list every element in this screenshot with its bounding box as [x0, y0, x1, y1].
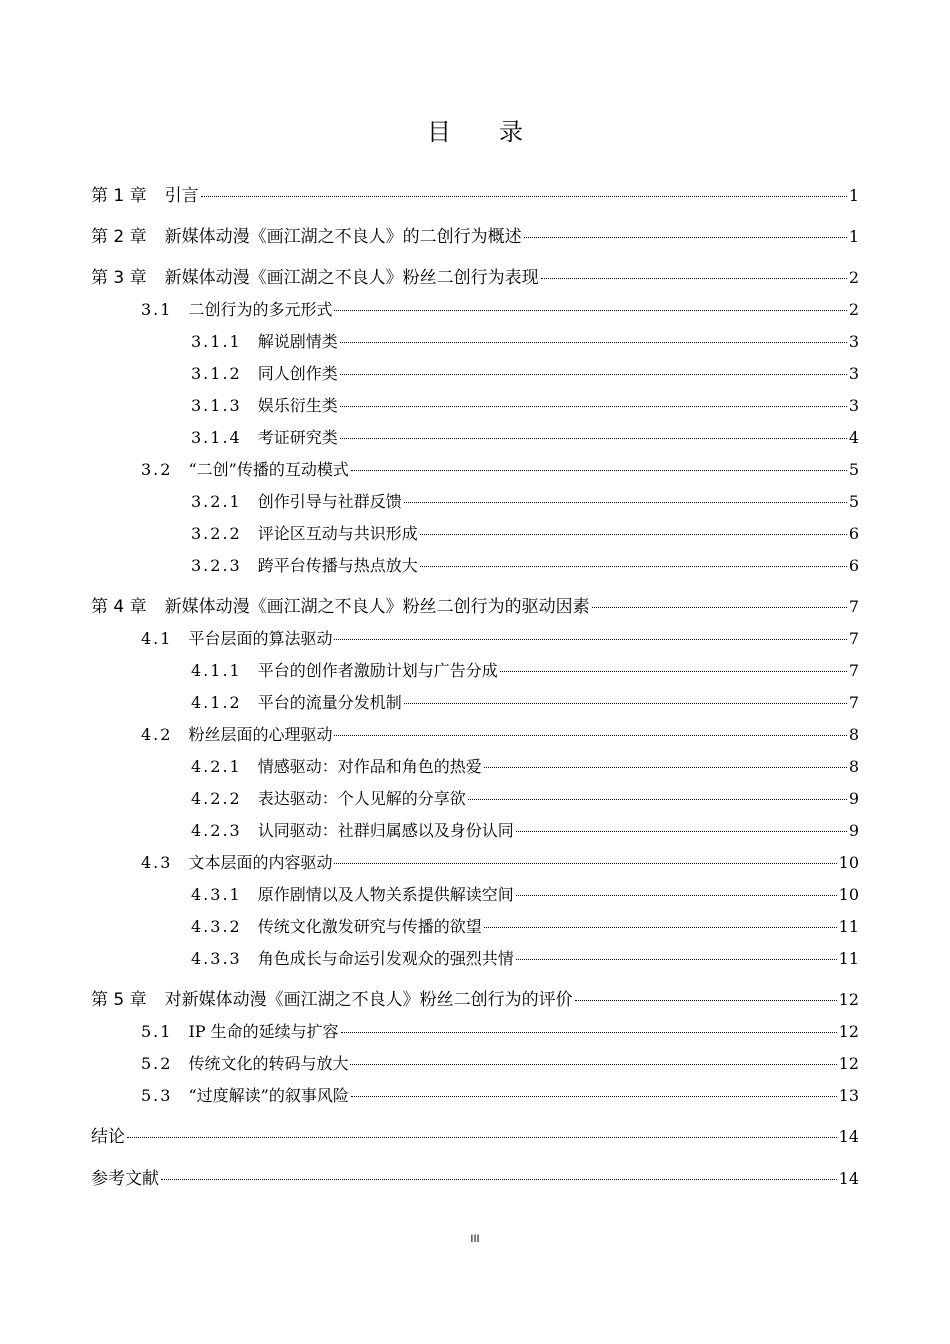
toc-entry-number: 3.1.2: [191, 364, 242, 383]
toc-entry-title: 结论: [91, 1127, 125, 1147]
toc-entry-number: 第 3 章: [91, 268, 147, 288]
toc-dot-leader: [161, 1179, 837, 1180]
toc-entry-page: 1: [848, 227, 859, 246]
toc-entry-page: 14: [838, 1169, 859, 1188]
toc-entry-number: 3.2.1: [191, 492, 242, 511]
toc-entry-title: 引言: [164, 186, 199, 206]
toc-entry-title: “二创”传播的互动模式: [188, 460, 349, 479]
toc-entry[interactable]: [191, 754, 859, 780]
toc-entry-page: 14: [838, 1127, 859, 1146]
toc-dot-leader: [575, 1000, 837, 1001]
toc-dot-leader: [541, 278, 847, 279]
toc-entry-page: 7: [848, 661, 859, 680]
toc-title-char: 录: [499, 118, 523, 146]
toc-entry-title: 原作剧情以及人物关系提供解读空间: [257, 885, 514, 904]
toc-entry-number: 第 4 章: [91, 597, 147, 617]
toc-entry-title: 情感驱动：对作品和角色的热爱: [257, 757, 482, 776]
toc-entry-title: 新媒体动漫《画江湖之不良人》的二创行为概述: [164, 227, 522, 247]
toc-entry-page: 5: [848, 492, 859, 511]
toc-entry[interactable]: [91, 1124, 859, 1150]
toc-title-char: 目: [427, 118, 451, 146]
toc-entry[interactable]: [91, 183, 859, 209]
toc-entry-page: 12: [838, 1022, 859, 1041]
toc-dot-leader: [334, 735, 846, 736]
toc-entry-page: 13: [838, 1086, 859, 1105]
toc-entry-title: 同人创作类: [257, 364, 338, 383]
toc-entry-number: 4.2.3: [191, 821, 242, 840]
toc-dot-leader: [420, 534, 847, 535]
toc-entry-number: 4.3.2: [191, 917, 242, 936]
toc-dot-leader: [500, 671, 847, 672]
toc-dot-leader: [516, 895, 837, 896]
toc-entry[interactable]: [91, 594, 859, 620]
toc-entry-title: 新媒体动漫《画江湖之不良人》粉丝二创行为表现: [164, 268, 539, 288]
toc-entry-title: 表达驱动：个人见解的分享欲: [257, 789, 466, 808]
toc-entry-page: 6: [848, 524, 859, 543]
toc-entry-number: 5.3: [141, 1086, 173, 1105]
toc-entry[interactable]: [191, 882, 859, 908]
toc-entry-number: 第 1 章: [91, 186, 147, 206]
toc-entry[interactable]: [191, 393, 859, 419]
toc-entry-page: 7: [848, 597, 859, 616]
toc-entry-number: 4.2.1: [191, 757, 242, 776]
toc-dot-leader: [351, 470, 847, 471]
toc-dot-leader: [516, 959, 837, 960]
toc-entry[interactable]: [191, 361, 859, 387]
toc-entry-page: 12: [838, 1054, 859, 1073]
toc-entry[interactable]: [191, 818, 859, 844]
page-number: III: [470, 1233, 480, 1245]
toc-entry-title: 创作引导与社群反馈: [257, 492, 402, 511]
toc-entry-number: 4.1: [141, 629, 173, 648]
toc-entry-page: 11: [838, 917, 859, 936]
toc-entry-page: 7: [848, 629, 859, 648]
toc-entry-page: 3: [848, 332, 859, 351]
toc-entry-number: 3.2.2: [191, 524, 242, 543]
toc-entry-title: 角色成长与命运引发观众的强烈共情: [257, 949, 514, 968]
toc-entry-title: 参考文献: [91, 1169, 159, 1189]
toc-entry[interactable]: [91, 987, 859, 1013]
toc-entry[interactable]: [141, 850, 859, 876]
toc-entry-title: 对新媒体动漫《画江湖之不良人》粉丝二创行为的评价: [164, 990, 573, 1010]
toc-entry[interactable]: [191, 914, 859, 940]
toc-entry-number: 4.3: [141, 853, 173, 872]
toc-entry-title: 粉丝层面的心理驱动: [188, 725, 333, 744]
toc-entry-number: 第 5 章: [91, 990, 147, 1010]
toc-dot-leader: [350, 1064, 836, 1065]
toc-dot-leader: [420, 566, 847, 567]
toc-entry-page: 8: [848, 757, 859, 776]
toc-entry-page: 8: [848, 725, 859, 744]
toc-entry[interactable]: [91, 265, 859, 291]
toc-entry-title: “过度解读”的叙事风险: [188, 1086, 349, 1105]
toc-dot-leader: [351, 1096, 837, 1097]
toc-entry-page: 7: [848, 693, 859, 712]
toc-entry-title: 二创行为的多元形式: [188, 300, 333, 319]
toc-entry[interactable]: [91, 1166, 859, 1192]
toc-entry-title: 解说剧情类: [257, 332, 338, 351]
toc-dot-leader: [524, 237, 847, 238]
toc-dot-leader: [340, 438, 847, 439]
toc-entry-number: 3.1: [141, 300, 173, 319]
toc-entry-page: 6: [848, 556, 859, 575]
toc-dot-leader: [334, 863, 836, 864]
toc-entry[interactable]: [191, 553, 859, 579]
toc-entry-page: 4: [848, 428, 859, 447]
toc-entry-number: 4.3.1: [191, 885, 242, 904]
toc-entry-number: 3.1.4: [191, 428, 242, 447]
toc-entry-title: 跨平台传播与热点放大: [257, 556, 418, 575]
toc-entry-title: 考证研究类: [257, 428, 338, 447]
toc-entry-page: 10: [838, 853, 859, 872]
toc-entry[interactable]: [141, 1019, 859, 1045]
toc-entry-page: 2: [848, 268, 859, 287]
toc-entry[interactable]: [191, 786, 859, 812]
toc-dot-leader: [484, 927, 837, 928]
toc-entry-title: 平台的流量分发机制: [257, 693, 402, 712]
toc-entry-number: 3.1.3: [191, 396, 242, 415]
toc-entry[interactable]: [141, 722, 859, 748]
toc-dot-leader: [404, 703, 847, 704]
toc-entry-page: 12: [838, 990, 859, 1009]
toc-entry-page: 2: [848, 300, 859, 319]
toc-entry-number: 4.1.1: [191, 661, 242, 680]
toc-dot-leader: [341, 1032, 837, 1033]
toc-dot-leader: [516, 831, 847, 832]
toc-dot-leader: [334, 310, 846, 311]
toc-entry-title: 传统文化的转码与放大: [188, 1054, 349, 1073]
toc-entry-page: 9: [848, 821, 859, 840]
toc-entry-title: 娱乐衍生类: [257, 396, 338, 415]
toc-dot-leader: [340, 342, 847, 343]
toc-entry-page: 1: [848, 186, 859, 205]
toc-entry-number: 3.2: [141, 460, 173, 479]
toc-entry-page: 3: [848, 396, 859, 415]
toc-entry-title: 传统文化激发研究与传播的欲望: [257, 917, 482, 936]
toc-entry-number: 4.2.2: [191, 789, 242, 808]
toc-dot-leader: [340, 374, 847, 375]
toc-entry-title: 平台层面的算法驱动: [188, 629, 333, 648]
toc-entry[interactable]: [191, 329, 859, 355]
toc-entry[interactable]: [191, 425, 859, 451]
toc-entry[interactable]: [191, 946, 859, 972]
toc-dot-leader: [404, 502, 847, 503]
toc-entry[interactable]: [191, 521, 859, 547]
toc-entry[interactable]: [191, 658, 859, 684]
toc-entry[interactable]: [141, 626, 859, 652]
toc-entry[interactable]: [191, 489, 859, 515]
toc-entry[interactable]: [141, 1083, 859, 1109]
toc-entry-number: 第 2 章: [91, 227, 147, 247]
toc-entry-page: 5: [848, 460, 859, 479]
toc-entry-page: 9: [848, 789, 859, 808]
toc-entry[interactable]: [141, 297, 859, 323]
toc-entry-page: 10: [838, 885, 859, 904]
toc-entry-page: 3: [848, 364, 859, 383]
toc-dot-leader: [201, 196, 847, 197]
toc-entry-number: 3.2.3: [191, 556, 242, 575]
toc-dot-leader: [127, 1137, 837, 1138]
toc-entry-title: 评论区互动与共识形成: [257, 524, 418, 543]
toc-dot-leader: [334, 639, 846, 640]
toc-entry-title: 文本层面的内容驱动: [188, 853, 333, 872]
toc-dot-leader: [484, 767, 847, 768]
toc-entry-page: 11: [838, 949, 859, 968]
toc-entry-number: 5.2: [141, 1054, 173, 1073]
toc-entry-title: 新媒体动漫《画江湖之不良人》粉丝二创行为的驱动因素: [164, 597, 590, 617]
toc-entry-title: 认同驱动：社群归属感以及身份认同: [257, 821, 514, 840]
toc-entry[interactable]: [91, 224, 859, 250]
toc-entry-number: 5.1: [141, 1022, 173, 1041]
toc-entry[interactable]: [141, 1051, 859, 1077]
toc-entry[interactable]: [191, 690, 859, 716]
toc-dot-leader: [592, 607, 847, 608]
toc-entry-number: 3.1.1: [191, 332, 242, 351]
toc-entry[interactable]: [141, 457, 859, 483]
toc-entry-number: 4.1.2: [191, 693, 242, 712]
toc-entry-number: 4.3.3: [191, 949, 242, 968]
toc-dot-leader: [468, 799, 847, 800]
toc-entry-title: 平台的创作者激励计划与广告分成: [257, 661, 498, 680]
toc-entry-number: 4.2: [141, 725, 173, 744]
toc-dot-leader: [340, 406, 847, 407]
toc-entry-title: IP 生命的延续与扩容: [188, 1022, 339, 1041]
